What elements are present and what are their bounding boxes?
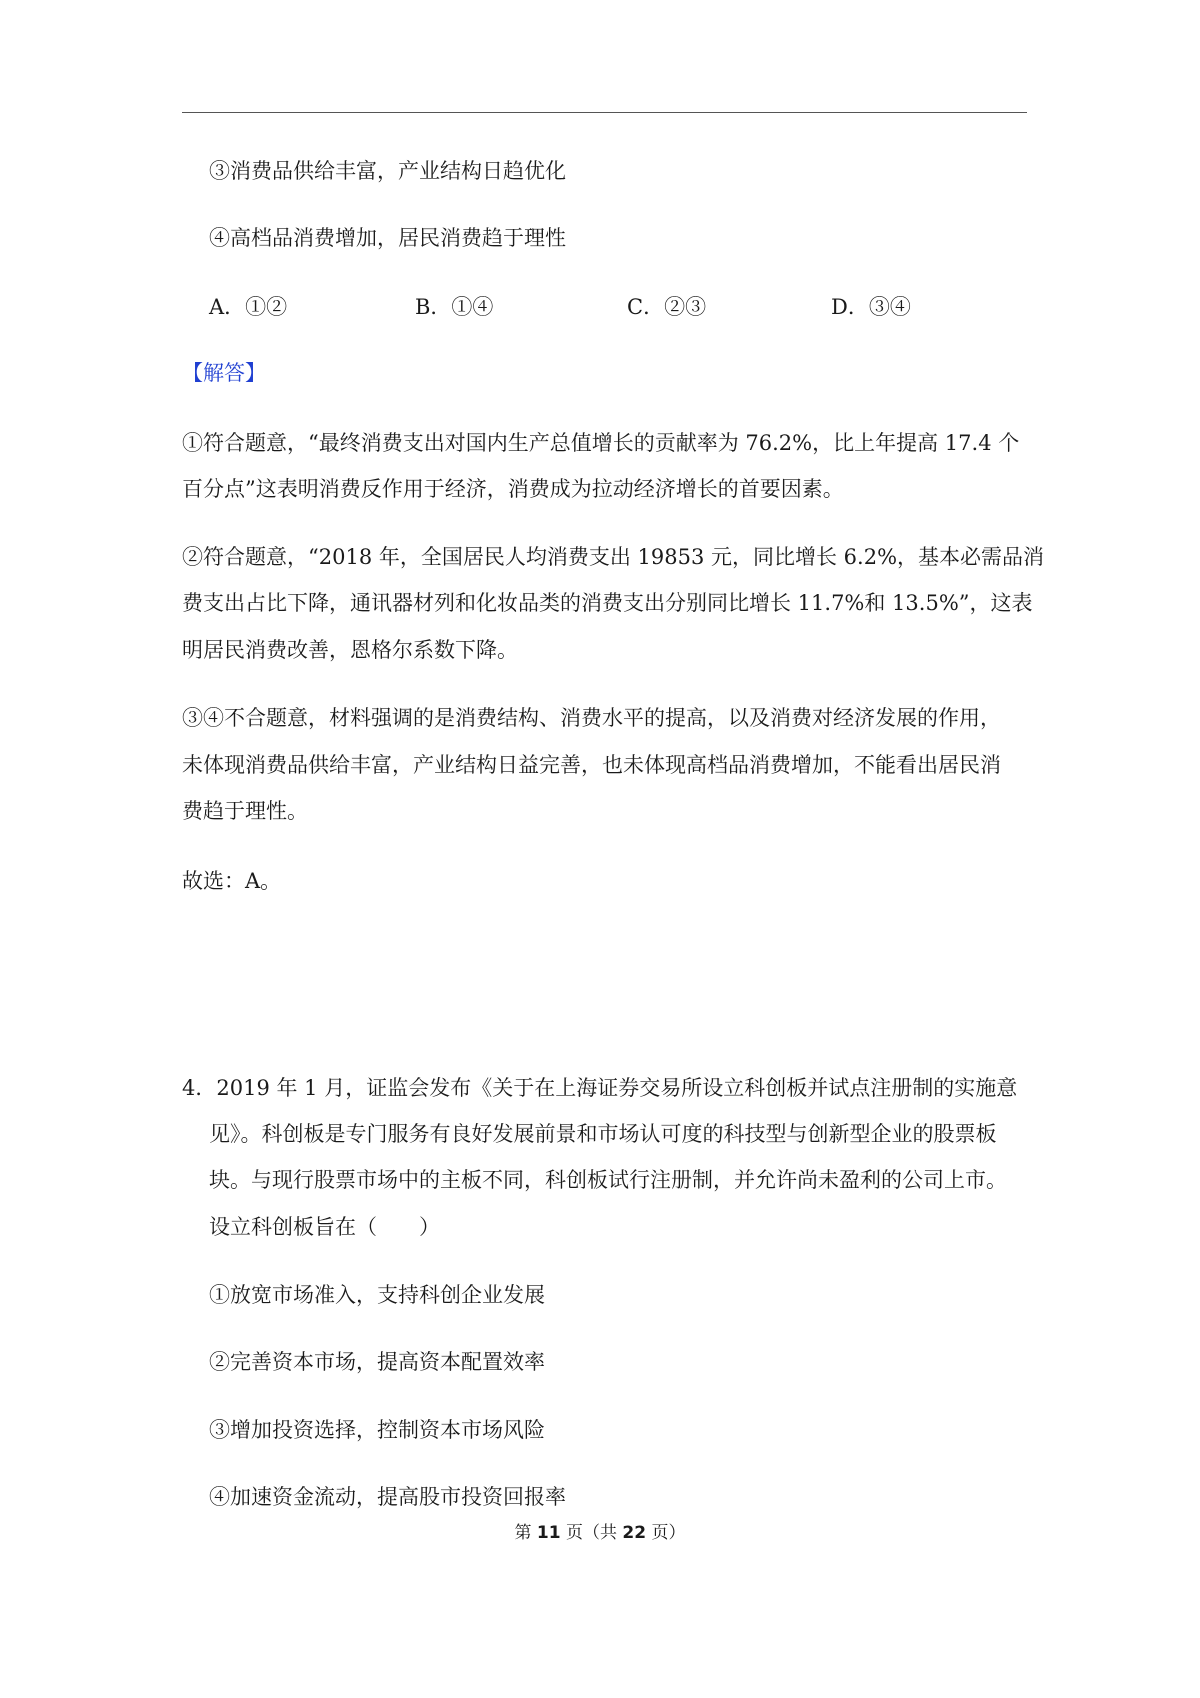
q3-statement-3: ③消费品供给丰富，产业结构日趋优化 [209, 159, 566, 183]
footer-prefix: 第 [514, 1523, 532, 1543]
footer-mid: 页（共 [566, 1523, 617, 1543]
footer-suffix: 页） [651, 1523, 686, 1543]
answer-p3-line3: 费趋于理性。 [182, 799, 308, 823]
header-rule [182, 112, 1027, 113]
q4-item-3: ③增加投资选择，控制资本市场风险 [209, 1418, 545, 1442]
q3-options [209, 291, 989, 321]
q4-stem-line2: 见》。科创板是专门服务有良好发展前景和市场认可度的科技型与创新型企业的股票板 [209, 1122, 997, 1146]
answer-choice: 故选：A。 [182, 869, 282, 893]
page-footer [0, 1518, 1200, 1543]
answer-p2-line1: ②符合题意，“2018 年，全国居民人均消费支出 19853 元，同比增长 6.2%，基本必需品消 [182, 545, 1045, 569]
answer-p2-line2: 费支出占比下降，通讯器材列和化妆品类的消费支出分别同比增长 11.7%和 13.5%”，这表 [182, 591, 1033, 615]
option-a: A．①② [209, 295, 288, 319]
q4-stem-line3: 块。与现行股票市场中的主板不同，科创板试行注册制，并允许尚未盈利的公司上市。 [209, 1168, 1007, 1192]
q4-item-4: ④加速资金流动，提高股市投资回报率 [209, 1485, 566, 1509]
answer-p1-line1: ①符合题意，“最终消费支出对国内生产总值增长的贡献率为 76.2%，比上年提高 17.4 个 [182, 431, 1020, 455]
option-b: B．①④ [415, 295, 494, 319]
answer-heading: 【解答】 [182, 361, 266, 385]
option-d: D．③④ [831, 295, 911, 319]
q4-item-2: ②完善资本市场，提高资本配置效率 [209, 1350, 545, 1374]
footer-total-pages: 22 [622, 1523, 647, 1543]
answer-p2-line3: 明居民消费改善，恩格尔系数下降。 [182, 638, 518, 662]
answer-p1-line2: 百分点”这表明消费反作用于经济，消费成为拉动经济增长的首要因素。 [182, 477, 844, 501]
q4-item-1: ①放宽市场准入，支持科创企业发展 [209, 1283, 545, 1307]
answer-p3-line1: ③④不合题意，材料强调的是消费结构、消费水平的提高，以及消费对经济发展的作用， [182, 706, 1001, 730]
q4-stem-line4: 设立科创板旨在（ ） [209, 1215, 440, 1239]
answer-p3-line2: 未体现消费品供给丰富，产业结构日益完善，也未体现高档品消费增加，不能看出居民消 [182, 753, 1001, 777]
option-c: C．②③ [627, 295, 707, 319]
q3-statement-4: ④高档品消费增加，居民消费趋于理性 [209, 226, 566, 250]
footer-page-number: 11 [536, 1523, 561, 1543]
q4-stem-line1: 4．2019 年 1 月，证监会发布《关于在上海证券交易所设立科创板并试点注册制的实施意 [182, 1076, 1018, 1100]
